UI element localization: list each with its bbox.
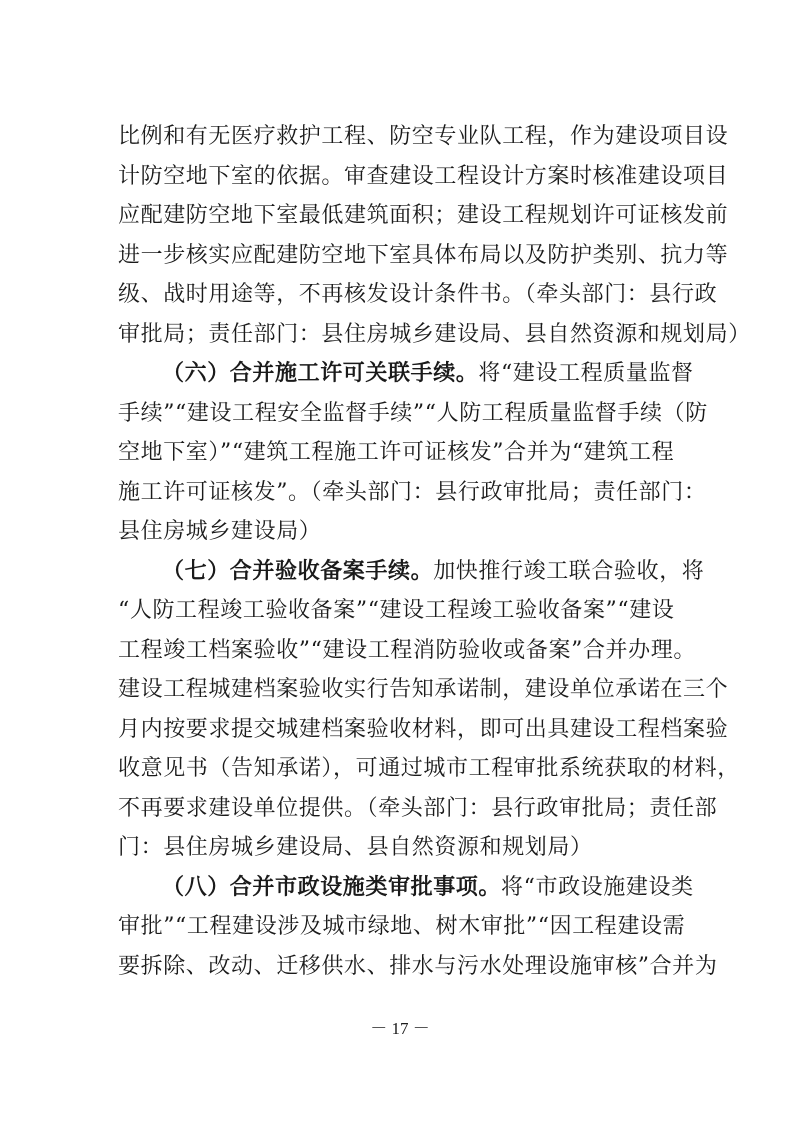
paragraph-line: 进一步核实应配建防空地下室具体布局以及防护类别、抗力等	[118, 242, 729, 268]
paragraph-line: 门：县住房城乡建设局、县自然资源和规划局）	[118, 835, 593, 860]
section-6-first-line	[118, 354, 698, 394]
paragraph-line: 审批局；责任部门：县住房城乡建设局、县自然资源和规划局）	[118, 321, 751, 347]
paragraph-line: “人防工程竣工验收备案”“建设工程竣工验收备案”“建设	[118, 598, 675, 623]
paragraph-line: 比例和有无医疗救护工程、防空专业队工程，作为建设项目设	[118, 124, 729, 149]
paragraph-line: 手续”“建设工程安全监督手续”“人防工程质量监督手续（防	[118, 400, 708, 426]
section-8-text: 将“市政设施建设类	[501, 874, 694, 900]
section-7-text: 加快推行竣工联合验收，将	[433, 558, 705, 584]
section-7-first-line	[118, 552, 705, 592]
paragraph-line: 建设工程城建档案验收实行告知承诺制，建设单位承诺在三个	[118, 677, 729, 702]
paragraph-line: 月内按要求提交城建档案验收材料，即可出具建设工程档案验	[118, 716, 729, 742]
document-body	[118, 117, 751, 986]
section-7-heading: （七）合并验收备案手续。	[162, 558, 434, 584]
paragraph-line: 县住房城乡建设局）	[118, 519, 322, 544]
paragraph-line: 应配建防空地下室最低建筑面积；建设工程规划许可证核发前	[118, 203, 729, 228]
page-number: － 17 －	[370, 1019, 430, 1038]
paragraph-line: 收意见书（告知承诺），可通过城市工程审批系统获取的材料，	[118, 756, 740, 781]
paragraph-line: 不再要求建设单位提供。（牵头部门：县行政审批局；责任部	[118, 795, 718, 821]
paragraph-line: 施工许可证核发”。（牵头部门：县行政审批局；责任部门：	[118, 479, 707, 505]
section-8-first-line	[118, 868, 698, 908]
section-6-heading: （六）合并施工许可关联手续。	[162, 361, 479, 386]
paragraph-line: 要拆除、改动、迁移供水、排水与污水处理设施审核”合并为	[118, 953, 718, 979]
section-6-text: 将“建设工程质量监督	[478, 361, 694, 386]
paragraph-line: 空地下室）”“建筑工程施工许可证核发”合并为“建筑工程	[118, 440, 675, 465]
section-8-heading: （八）合并市政设施类审批事项。	[162, 874, 502, 900]
paragraph-line: 审批”“工程建设涉及城市绿地、树木审批”“因工程建设需	[118, 914, 686, 939]
paragraph-line: 工程竣工档案验收”“建设工程消防验收或备案”合并办理。	[118, 637, 696, 663]
paragraph-line: 计防空地下室的依据。审查建设工程设计方案时核准建设项目	[118, 163, 729, 189]
paragraph-line: 级、战时用途等，不再核发设计条件书。（牵头部门：县行政	[118, 282, 718, 307]
